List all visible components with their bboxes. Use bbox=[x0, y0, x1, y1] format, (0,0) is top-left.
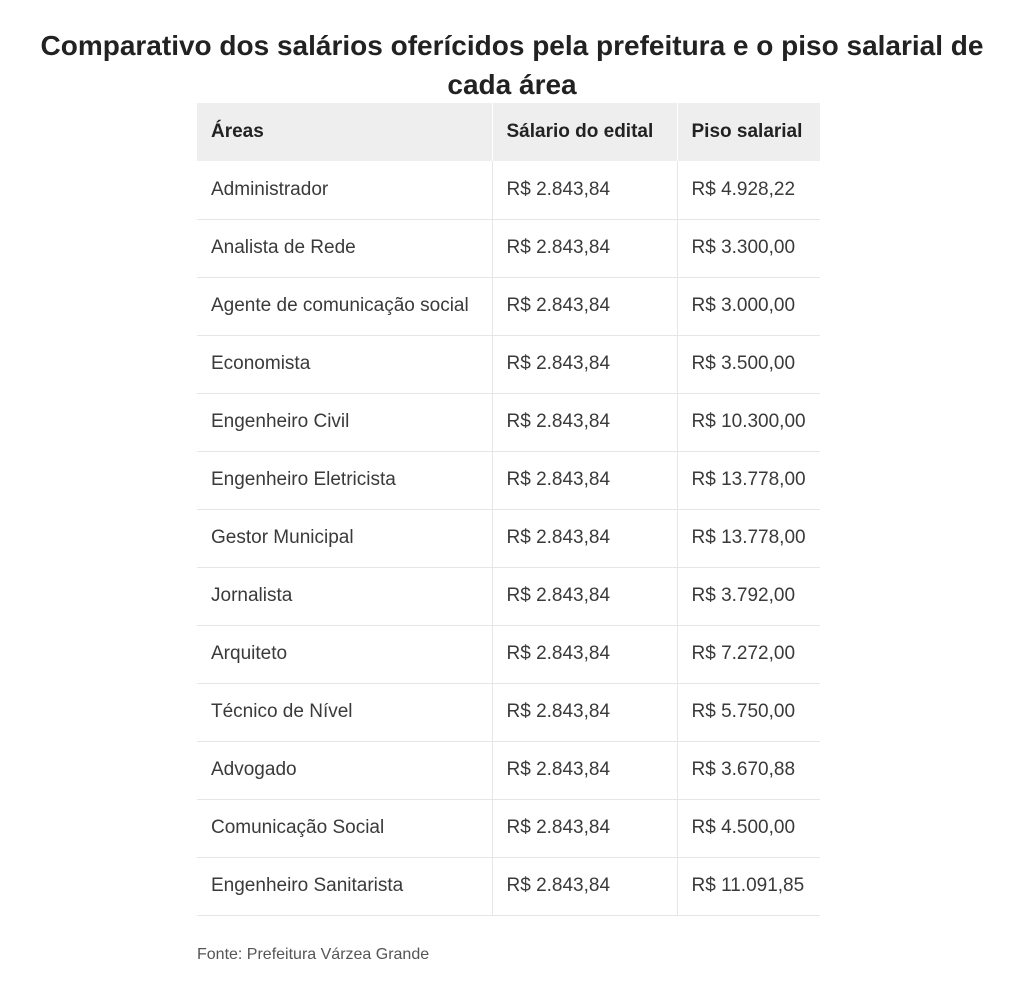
cell-area: Administrador bbox=[197, 161, 492, 219]
page-title: Comparativo dos salários oferícidos pela prefeitura e o piso salarial de cada área bbox=[40, 30, 984, 100]
cell-edital-salary: R$ 2.843,84 bbox=[492, 799, 677, 857]
cell-salary-floor: R$ 3.792,00 bbox=[677, 567, 820, 625]
cell-area: Advogado bbox=[197, 741, 492, 799]
column-header-salary-floor: Piso salarial bbox=[677, 103, 820, 161]
cell-area: Analista de Rede bbox=[197, 219, 492, 277]
cell-edital-salary: R$ 2.843,84 bbox=[492, 741, 677, 799]
table-row bbox=[197, 161, 820, 219]
cell-edital-salary: R$ 2.843,84 bbox=[492, 625, 677, 683]
cell-salary-floor: R$ 10.300,00 bbox=[677, 393, 820, 451]
cell-area: Economista bbox=[197, 335, 492, 393]
cell-salary-floor: R$ 5.750,00 bbox=[677, 683, 820, 741]
salary-comparison-table bbox=[197, 103, 820, 916]
cell-area: Engenheiro Sanitarista bbox=[197, 857, 492, 915]
cell-edital-salary: R$ 2.843,84 bbox=[492, 509, 677, 567]
cell-salary-floor: R$ 3.000,00 bbox=[677, 277, 820, 335]
cell-edital-salary: R$ 2.843,84 bbox=[492, 857, 677, 915]
cell-area: Gestor Municipal bbox=[197, 509, 492, 567]
table-row bbox=[197, 277, 820, 335]
table-row bbox=[197, 219, 820, 277]
table-row bbox=[197, 799, 820, 857]
column-header-areas: Áreas bbox=[197, 103, 492, 161]
cell-edital-salary: R$ 2.843,84 bbox=[492, 335, 677, 393]
table-row bbox=[197, 683, 820, 741]
table-row bbox=[197, 567, 820, 625]
cell-area: Engenheiro Eletricista bbox=[197, 451, 492, 509]
table-row bbox=[197, 741, 820, 799]
table-row bbox=[197, 335, 820, 393]
table-row bbox=[197, 625, 820, 683]
cell-area: Jornalista bbox=[197, 567, 492, 625]
table-row bbox=[197, 451, 820, 509]
cell-salary-floor: R$ 3.670,88 bbox=[677, 741, 820, 799]
cell-edital-salary: R$ 2.843,84 bbox=[492, 451, 677, 509]
source-note: Fonte: Prefeitura Várzea Grande bbox=[197, 946, 430, 963]
cell-edital-salary: R$ 2.843,84 bbox=[492, 567, 677, 625]
table-header-row bbox=[197, 103, 820, 161]
cell-salary-floor: R$ 13.778,00 bbox=[677, 451, 820, 509]
cell-salary-floor: R$ 7.272,00 bbox=[677, 625, 820, 683]
cell-edital-salary: R$ 2.843,84 bbox=[492, 393, 677, 451]
cell-area: Agente de comunicação social bbox=[197, 277, 492, 335]
column-header-edital-salary: Sálario do edital bbox=[492, 103, 677, 161]
table-row bbox=[197, 509, 820, 567]
cell-salary-floor: R$ 3.300,00 bbox=[677, 219, 820, 277]
cell-edital-salary: R$ 2.843,84 bbox=[492, 219, 677, 277]
table-row bbox=[197, 393, 820, 451]
cell-edital-salary: R$ 2.843,84 bbox=[492, 161, 677, 219]
cell-area: Engenheiro Civil bbox=[197, 393, 492, 451]
cell-salary-floor: R$ 11.091,85 bbox=[677, 857, 820, 915]
cell-salary-floor: R$ 4.928,22 bbox=[677, 161, 820, 219]
cell-edital-salary: R$ 2.843,84 bbox=[492, 277, 677, 335]
cell-salary-floor: R$ 3.500,00 bbox=[677, 335, 820, 393]
cell-edital-salary: R$ 2.843,84 bbox=[492, 683, 677, 741]
table-row bbox=[197, 857, 820, 915]
cell-area: Comunicação Social bbox=[197, 799, 492, 857]
cell-salary-floor: R$ 13.778,00 bbox=[677, 509, 820, 567]
cell-area: Técnico de Nível bbox=[197, 683, 492, 741]
cell-salary-floor: R$ 4.500,00 bbox=[677, 799, 820, 857]
cell-area: Arquiteto bbox=[197, 625, 492, 683]
